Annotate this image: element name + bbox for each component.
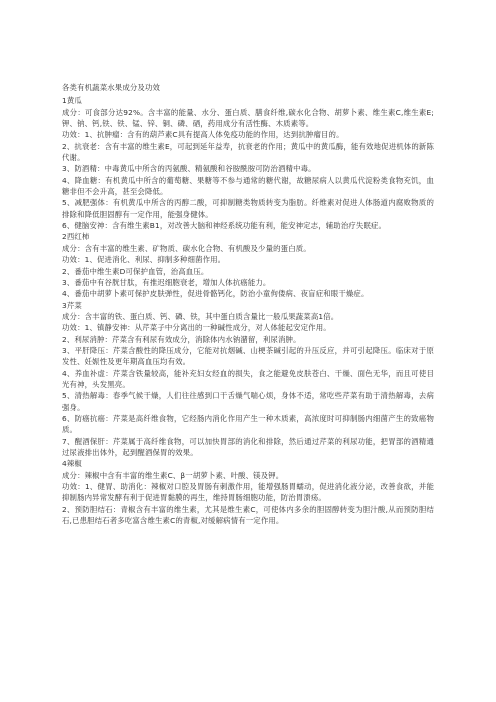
paragraph: 5、清热解毒：春季气候干燥，人们往往感到口干舌燥气喘心烦，身体不适，常吃些芹菜有助于清热解毒，去病强身。	[62, 391, 434, 412]
paragraph: 功效：1、镇静安神：从芹菜子中分离出的一种碱性成分，对人体能起安定作用。	[62, 323, 331, 333]
paragraph: 功效：1、健胃、助消化：辣椒对口腔及胃肠有刺激作用，能增强肠胃蠕动，促进消化液分泌，改善食欲，并能抑制肠内异常发酵有利于促进胃黏膜的再生，维持胃肠细胞功能，防治胃溃疡。	[62, 482, 434, 503]
paragraph: 6、防癌抗癌：芹菜是高纤维食物，它经肠内消化作用产生一种木质素，高浓度时可抑制肠内细菌产生的致癌物质。	[62, 413, 434, 435]
paragraph: 成分：可食部分达92%。含丰富的能量、水分、蛋白质、膳食纤维,碳水化合物、胡萝卜素、维生素C,维生素E;钾、钠、钙,铁、铁、锰、锌、铜、磷、硒，药用成分有活性酶、木质素等。	[62, 107, 434, 129]
paragraph: 功效：1、抗肿瘤：含有的葫芦素C具有提高人体免疫功能的作用，达到抗肿瘤目的。	[62, 130, 344, 140]
paragraph: 3、番茄中有谷胱甘肽，有推迟细胞衰老，增加人体抗癌能力。	[62, 277, 271, 287]
section-pepper	[62, 458, 434, 526]
paragraph: 2、利尿消肿：芹菜含有利尿有效成分，消除体内水钠潴留，利尿消肿。	[62, 334, 301, 344]
paragraph: 2、抗衰老：含有丰富的维生素E，可起到延年益寿，抗衰老的作用；黄瓜中的黄瓜酶，能有效地促进机体的新陈代谢。	[62, 141, 434, 163]
section-heading: 4辣椒	[62, 459, 82, 469]
document-body	[62, 82, 434, 526]
paragraph: 7、醒酒保肝：芹菜属于高纤维食物，可以加快胃部的消化和排除，然后通过芹菜的利尿功能，把胃部的酒精通过尿液排出体外，起到醒酒保胃的效果。	[62, 436, 434, 457]
paragraph: 成分：辣椒中含有丰富的维生素C、β一胡萝卜素、叶酸、镁及钾。	[62, 470, 284, 480]
paragraph: 5、减肥强体：有机黄瓜中所含的丙醇二酸，可抑制糖类物质转变为脂肪。纤维素对促进人体肠道内腐败物质的排除和降低胆固醇有一定作用，能强身健体。	[62, 198, 434, 219]
section-tomato	[62, 231, 434, 299]
paragraph: 4、番茄中胡萝卜素可保护皮肤弹性，促进骨骼钙化，防治小童佝偻病、夜盲症和眼干燥症。	[62, 289, 369, 299]
paragraph: 4、养血补虚：芹菜含铁量较高，能补充妇女经血的损失，食之能避免皮肤苍白、干燥、面色无华，而且可使目光有神，头发黑亮。	[62, 368, 434, 389]
paragraph: 2、预防胆结石：青椒含有丰富的维生素，尤其是维生素C，可使体内多余的胆固醇转变为胆汁酸,从而预防胆结石,已患胆结石者多吃富含维生素C的青椒,对缓解病情有一定作用。	[62, 504, 434, 526]
paragraph: 3、平肝降压：芹菜含酸性的降压成分，它能对抗烟碱、山梗茶碱引起的升压反应，并可引起降压。临床对于原发性、妊娠性及更年期高血压均有效。	[62, 345, 434, 367]
paragraph: 3、防酒精：中毒黄瓜中所含的丙氨酸、精氨酸和谷胺酰胺可防治酒精中毒。	[62, 164, 316, 174]
section-heading: 2西红柿	[62, 232, 90, 242]
paragraph: 2、番茄中维生素D可保护血管，治高血压。	[62, 266, 209, 276]
paragraph: 成分：含有丰富的维生素、矿物质、碳水化合物、有机酸及少量的蛋白质。	[62, 243, 311, 253]
document-title: 各类有机蔬菜水果成分及功效	[62, 83, 161, 92]
section-heading: 3芹菜	[62, 300, 82, 310]
paragraph: 4、降血糖：有机黄瓜中所含的葡萄糖、果糖等不参与通常的糖代谢，故糖尿病人以黄瓜代淀粉类食物充饥，血糖非但不会升高，甚至会降低。	[62, 175, 434, 197]
section-celery	[62, 300, 434, 459]
paragraph: 功效：1、促进消化、利尿、抑制多种细菌作用。	[62, 255, 226, 265]
paragraph: 6、健脑安神：含有维生素B1，对改善大脑和神经系统功能有利，能安神定志，辅助治疗失眠症。	[62, 221, 387, 231]
section-heading: 1黄瓜	[62, 96, 82, 106]
section-cucumber	[62, 95, 434, 231]
paragraph: 成分：含丰富的铁、蛋白质、钙、磷、铁，其中蛋白质含量比一般瓜果蔬菜高1倍。	[62, 311, 339, 321]
